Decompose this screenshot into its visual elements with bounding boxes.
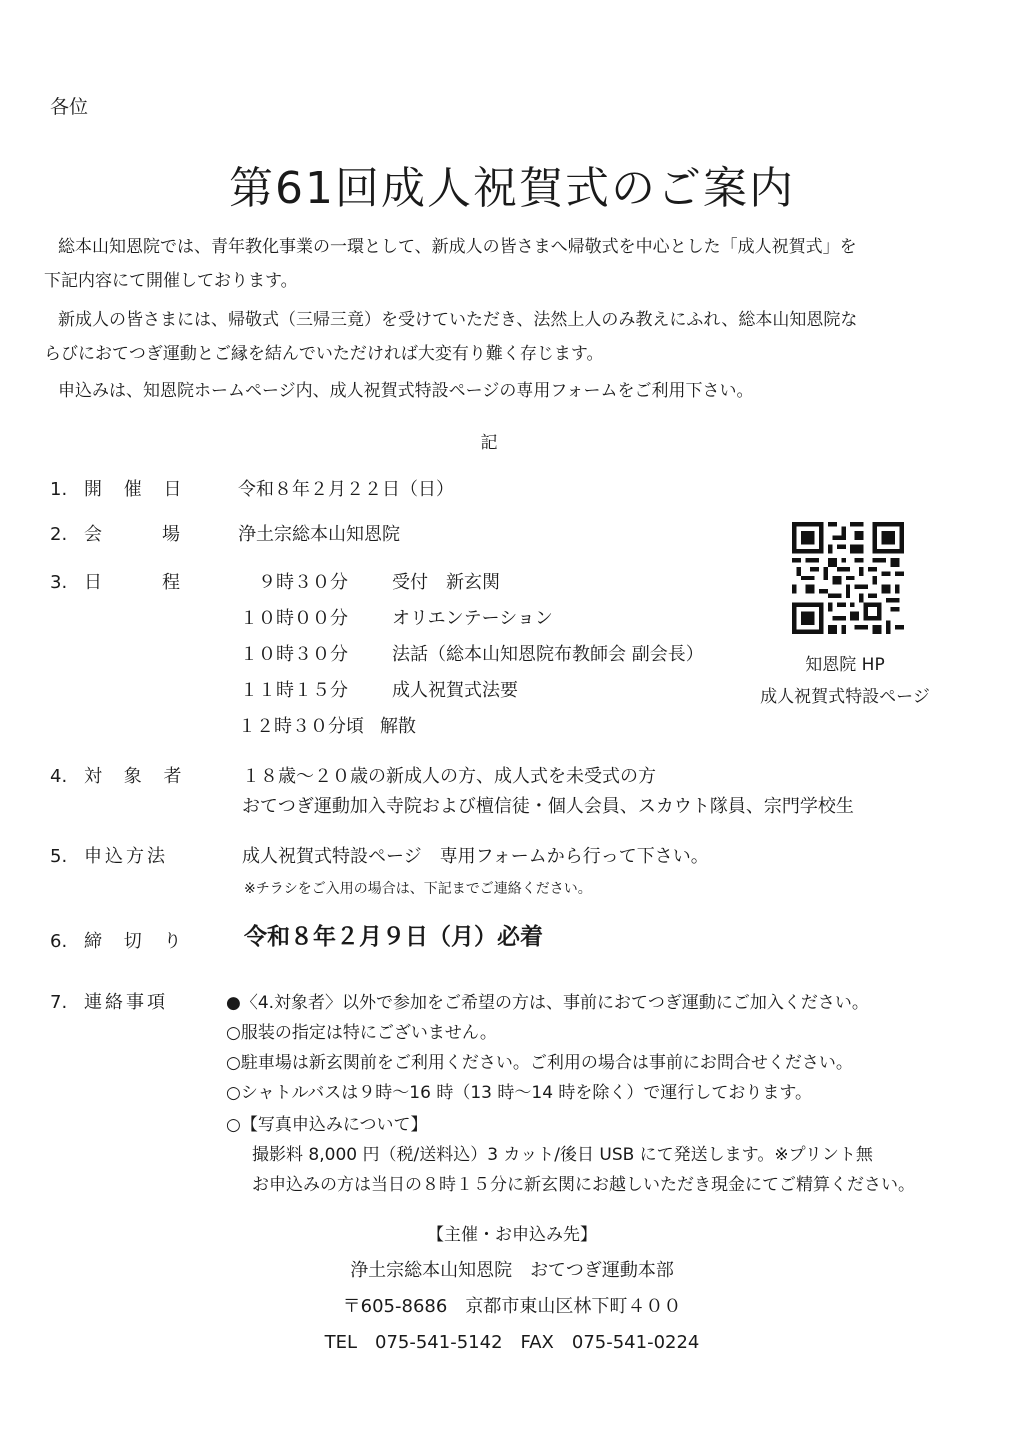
item-date-num: 1.	[50, 479, 68, 500]
schedule-item-4: 成人祝賀式法要	[392, 680, 518, 701]
qr-code	[792, 522, 904, 634]
item-apply-label	[50, 842, 168, 868]
intro-line-5: 申込みは、知恩院ホームページ内、成人祝賀式特設ページの専用フォームをご利用下さい。	[58, 381, 754, 401]
footer-heading: 【主催・お申込み先】	[427, 1225, 597, 1245]
photo-line-2: お申込みの方は当日の８時１５分に新玄関にお越しいただき現金にてご精算ください。	[252, 1175, 915, 1195]
qr-caption-1: 知恩院 HP	[805, 655, 885, 675]
schedule-time-3: １０時３０分	[240, 644, 348, 665]
intro-line-2: 下記内容にて開催しております。	[44, 271, 298, 291]
item-venue-label-text: 会 場	[84, 524, 188, 545]
item-date-value: 令和８年２月２２日（日）	[238, 479, 454, 500]
schedule-item-5: 解散	[380, 716, 416, 737]
contact-line-1: ●〈4.対象者〉以外で参加をご希望の方は、事前におてつぎ運動にご加入ください。	[226, 993, 869, 1013]
item-apply-value: 成人祝賀式特設ページ 専用フォームから行って下さい。	[242, 846, 709, 867]
item-deadline-value: 令和８年２月９日（月）必着	[244, 924, 543, 950]
contact-line-2: ○服装の指定は特にございません。	[226, 1023, 497, 1043]
footer-org: 浄土宗総本山知恩院 おてつぎ運動本部	[350, 1260, 674, 1281]
photo-line-1: 撮影料 8,000 円（税/送料込）3 カット/後日 USB にて発送します。※プリント無	[252, 1145, 873, 1165]
item-deadline-num: 6.	[50, 931, 68, 952]
footer-address: 〒605-8686 京都市東山区林下町４００	[342, 1296, 682, 1317]
item-venue-label	[50, 520, 188, 546]
item-contact-label	[50, 988, 168, 1014]
item-venue-num: 2.	[50, 524, 68, 545]
contact-line-5: ○【写真申込みについて】	[226, 1115, 428, 1135]
schedule-time-5: １２時３０分頃	[238, 716, 364, 737]
schedule-item-2: オリエンテーション	[392, 608, 553, 629]
item-date-label-text: 開 催 日	[84, 479, 190, 500]
item-schedule-num: 3.	[50, 572, 68, 593]
qr-caption-2: 成人祝賀式特設ページ	[760, 687, 930, 707]
item-target-num: 4.	[50, 766, 68, 787]
item-deadline-label	[50, 927, 189, 953]
item-contact-num: 7.	[50, 992, 68, 1013]
item-apply-note: ※チラシをご入用の場合は、下記までご連絡ください。	[244, 881, 592, 897]
schedule-item-1: 受付 新玄関	[392, 572, 500, 593]
item-schedule-label	[50, 568, 188, 594]
item-target-label	[50, 762, 189, 788]
item-date-label	[50, 475, 189, 501]
item-apply-label-text: 申込方法	[84, 846, 168, 867]
schedule-time-2: １０時００分	[240, 608, 348, 629]
contact-line-3: ○駐車場は新玄関前をご利用ください。ご利用の場合は事前にお問合せください。	[226, 1053, 853, 1073]
addressee: 各位	[50, 96, 89, 118]
item-target-line-2: おてつぎ運動加入寺院および檀信徒・個人会員、スカウト隊員、宗門学校生	[242, 796, 854, 817]
item-target-label-text: 対 象 者	[84, 766, 190, 787]
intro-line-3: 新成人の皆さまには、帰敬式（三帰三竟）を受けていただき、法然上人のみ教えにふれ、総本山知恩院な	[58, 310, 858, 330]
ki-heading: 記	[480, 433, 498, 453]
schedule-time-4: １１時１５分	[240, 680, 348, 701]
page-title: 第61回成人祝賀式のご案内	[229, 163, 795, 214]
intro-line-4: らびにおてつぎ運動とご縁を結んでいただければ大変有り難く存じます。	[44, 344, 604, 364]
item-target-line-1: １８歳～２０歳の新成人の方、成人式を未受式の方	[242, 766, 656, 787]
contact-line-4: ○シャトルバスは９時～16 時（13 時～14 時を除く）で運行しております。	[226, 1083, 813, 1103]
schedule-time-1: ９時３０分	[258, 572, 348, 593]
item-deadline-label-text: 締 切 り	[84, 931, 190, 952]
schedule-item-3: 法話（総本山知恩院布教師会 副会長）	[392, 644, 704, 665]
item-schedule-label-text: 日 程	[84, 572, 188, 593]
footer-phone: TEL 075-541-5142 FAX 075-541-0224	[324, 1332, 700, 1353]
item-apply-num: 5.	[50, 846, 68, 867]
item-contact-label-text: 連絡事項	[84, 992, 168, 1013]
item-venue-value: 浄土宗総本山知恩院	[238, 524, 400, 545]
intro-line-1: 総本山知恩院では、青年教化事業の一環として、新成人の皆さまへ帰敬式を中心とした「成人祝賀式」を	[58, 237, 857, 257]
